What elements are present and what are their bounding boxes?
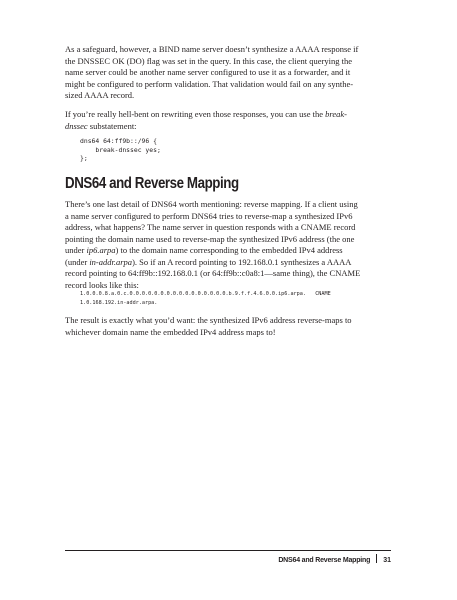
dns64-config-code-block: dns64 64:ff9b::/96 { break-dnssec yes; }; (80, 137, 161, 163)
cname-record-code-block: 1.0.0.0.8.a.0.c.0.0.0.0.0.0.0.0.0.0.0.0.0.0.0.0.b.9.f.f.4.6.0.0.ip6.arpa. CNAME 1.0.168.192.in-addr.arpa. (80, 291, 331, 306)
footer-separator (376, 554, 377, 563)
ip6-arpa-term: ip6.arpa (86, 245, 116, 255)
paragraph-break-dnssec-lead: If you’re really hell-bent on rewriting even those responses, you can use the (65, 109, 326, 119)
paragraph-reverse-mapping-part-b: ) to the domain name corresponding to the embedded IPv4 address (under (65, 245, 343, 267)
paragraph-break-dnssec-tail: substatement: (87, 120, 137, 131)
footer-rule (65, 550, 391, 551)
paragraph-reverse-mapping (65, 199, 391, 291)
paragraph-result-text: The result is exactly what you’d want: the synthesized IPv6 address reverse-maps to whichever domain name the embedded IPv4 address maps to! (65, 315, 352, 337)
break-dnssec-term: break- dnssec (65, 109, 347, 131)
in-addr-arpa-term: in-addr.arpa (89, 256, 133, 267)
paragraph-reverse-mapping-part-c: ). So if an A record pointing to 192.168.0.1 synthesizes a AAAA record pointing to 64:ff9b::192.168.0.1 (or 64:ff9b::c0a8:1—same thing), the CNAME record looks like this: (65, 256, 361, 290)
paragraph-break-dnssec (65, 109, 391, 132)
paragraph-dnssec-safeguard (65, 44, 391, 102)
page-number: 31 (383, 557, 391, 564)
section-heading: DNS64 and Reverse Mapping (65, 175, 239, 192)
paragraph-reverse-mapping-part-a: There’s one last detail of DNS64 worth mentioning: reverse mapping. If a client using a name server configured to perform DNS64 tries to reverse-map a synthesized IPv6 address, what happens? The name server in question responds with a CNAME record pointing the domain name used to reverse-map the synthesized IPv6 address (the one under (65, 199, 358, 255)
page-footer (200, 554, 391, 566)
paragraph-dnssec-safeguard-text: As a safeguard, however, a BIND name server doesn’t synthesize a AAAA response if the DNSSEC OK (DO) flag was set in the query. In this case, the client querying the name server could be another name server configured to use it as a forwarder, and it might be configured to perform validation. That validation would fail on any synthe- sized AAAA record. (65, 44, 359, 100)
paragraph-result (65, 315, 391, 338)
running-head: DNS64 and Reverse Mapping (278, 557, 371, 564)
